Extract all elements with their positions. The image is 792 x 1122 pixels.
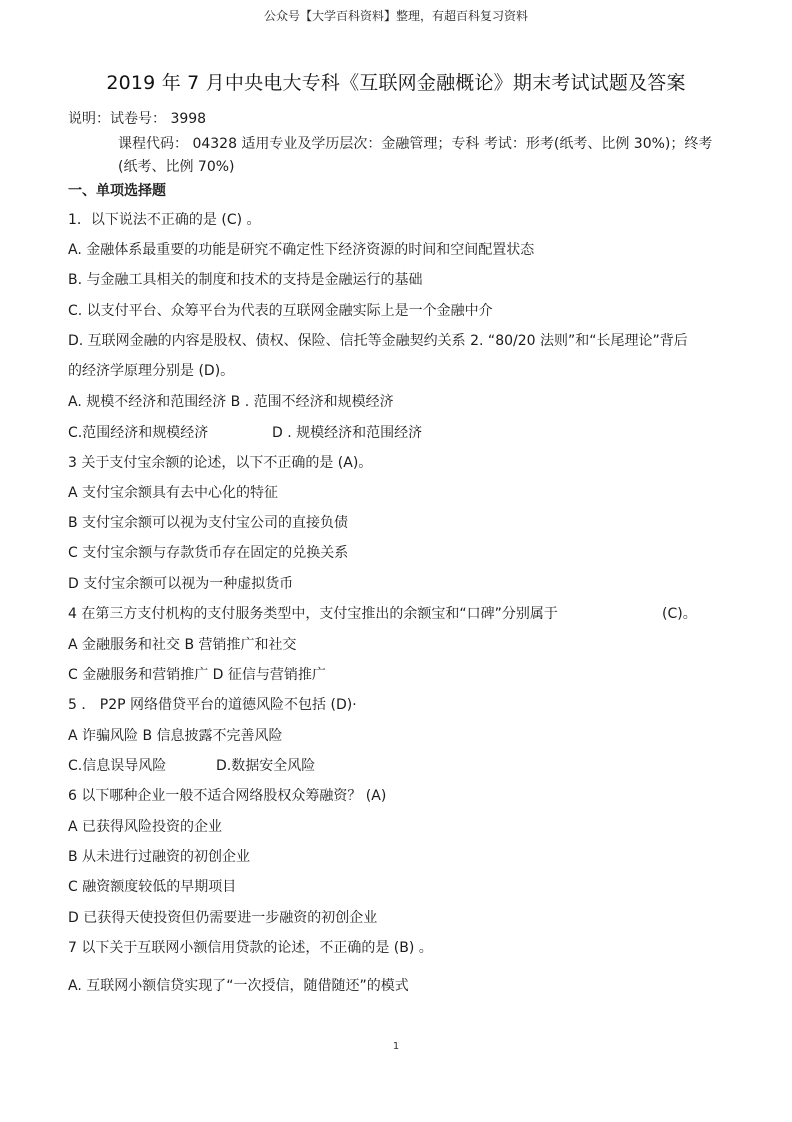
info-exam-number: 说明：试卷号： 3998 — [68, 111, 207, 127]
question-2-stem: 的经济学原理分别是 (D)。 — [68, 363, 235, 379]
question-3-option-b: B 支付宝余额可以视为支付宝公司的直接负债 — [68, 515, 349, 531]
question-3-option-a: A 支付宝余额具有去中心化的特征 — [68, 485, 279, 501]
question-3-option-c: C 支付宝余额与存款货币存在固定的兑换关系 — [68, 545, 349, 561]
question-2-option-ab: A. 规模不经济和范围经济 B . 范围不经济和规模经济 — [68, 394, 394, 410]
question-3-stem: 3 关于支付宝余额的论述，以下不正确的是 (A)。 — [68, 455, 373, 471]
question-5-option-ab: A 诈骗风险 B 信息披露不完善风险 — [68, 728, 283, 744]
question-5-option-d: D.数据安全风险 — [216, 758, 316, 774]
question-7-option-a: A. 互联网小额信贷实现了“一次授信，随借随还”的模式 — [68, 978, 409, 994]
question-6-stem: 6 以下哪种企业一般不适合网络股权众筹融资？ (A) — [68, 788, 387, 804]
page-title: 2019 年 7 月中央电大专科《互联网金融概论》期末考试试题及答案 — [106, 72, 686, 94]
question-1-option-c: C. 以支付平台、众筹平台为代表的互联网金融实际上是一个金融中介 — [68, 303, 493, 319]
section-heading: 一、单项选择题 — [68, 183, 166, 199]
question-6-option-c: C 融资额度较低的早期项目 — [68, 879, 237, 895]
question-6-option-b: B 从未进行过融资的初创企业 — [68, 849, 251, 865]
info-course-code: 课程代码： 04328 适用专业及学历层次：金融管理；专科 考试：形考(纸考、比例 30%)；终考 — [118, 136, 713, 152]
question-4-option-cd: C 金融服务和营销推广 D 征信与营销推广 — [68, 667, 326, 683]
question-4-answer: (C)。 — [662, 606, 697, 622]
question-6-option-d: D 已获得天使投资但仍需要进一步融资的初创企业 — [68, 910, 378, 926]
page-number: 1 — [392, 1041, 400, 1052]
question-1-option-a: A. 金融体系最重要的功能是研究不确定性下经济资源的时间和空间配置状态 — [68, 242, 535, 258]
question-2-option-d: D . 规模经济和范围经济 — [272, 425, 423, 441]
header-note: 公众号【大学百科资料】整理，有超百科复习资料 — [263, 9, 528, 23]
question-5-option-c: C.信息误导风险 — [68, 758, 167, 774]
question-4-option-ab: A 金融服务和社交 B 营销推广和社交 — [68, 637, 297, 653]
question-1-option-b: B. 与金融工具相关的制度和技术的支持是金融运行的基础 — [68, 272, 423, 288]
question-3-option-d: D 支付宝余额可以视为一种虚拟货币 — [68, 576, 294, 592]
question-2-option-c: C.范围经济和规模经济 — [68, 425, 209, 441]
question-1-stem: 1．以下说法不正确的是 (C) 。 — [68, 212, 261, 228]
question-6-option-a: A 已获得风险投资的企业 — [68, 819, 223, 835]
question-7-stem: 7 以下关于互联网小额信用贷款的论述，不正确的是 (B) 。 — [68, 940, 433, 956]
question-1-option-d: D. 互联网金融的内容是股权、债权、保险、信托等金融契约关系 2. “80/20 法则”和“长尾理论”背后 — [68, 333, 688, 349]
question-4-stem: 4 在第三方支付机构的支付服务类型中，支付宝推出的余额宝和“口碑”分别属于 — [68, 606, 558, 622]
info-ratio: (纸考、比例 70%) — [118, 159, 235, 175]
question-5-stem: 5 ． P2P 网络借贷平台的道德风险不包括 (D)· — [68, 697, 357, 713]
